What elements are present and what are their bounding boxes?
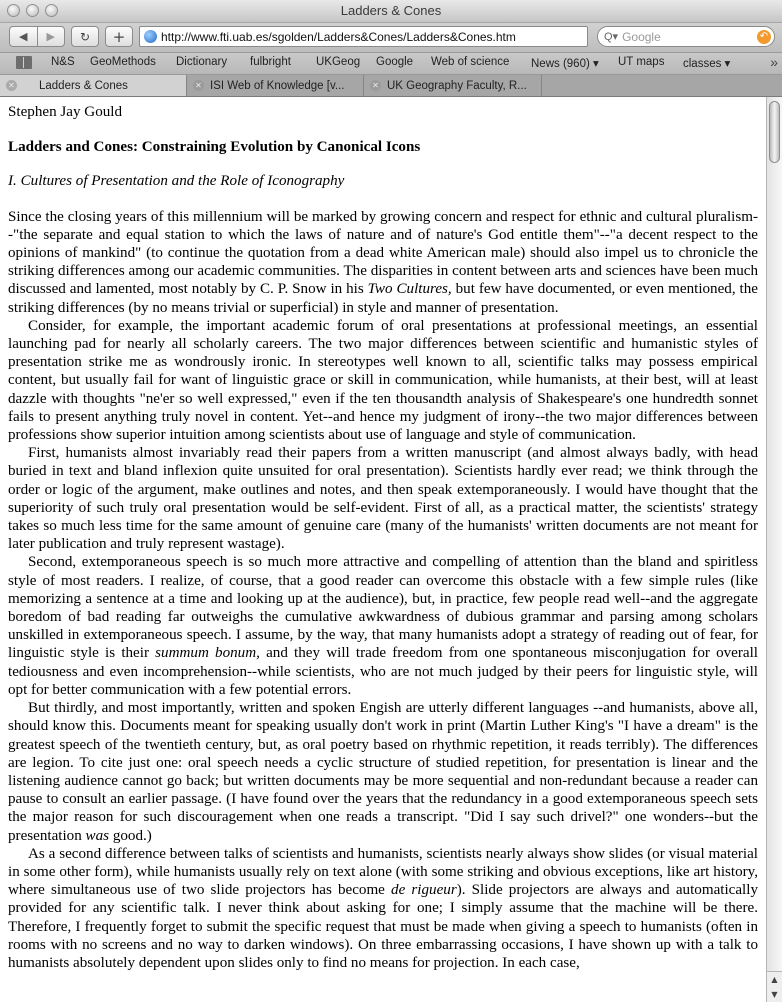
bookmark-classes-menu[interactable]: classes ▾	[683, 58, 731, 70]
tab-bar	[0, 75, 782, 97]
reload-icon: ↻	[79, 29, 91, 44]
back-arrow-icon: ◀	[19, 30, 28, 43]
reload-button[interactable]	[71, 26, 99, 47]
paragraph: Second, extemporaneous speech is so much more attractive and compelling of attention than the bland and spiritless style of most readers. I realize, of course, that a good reader can overcome this obstacle with a few simple rules (like memorizing a sentence at a time and looking up at the audience), but, in practice, few people read well--and the aggregate boredom of bad reading far outweighs the cumulative awkwardness of dubious grammar and parsing among scholars unskilled in extemporaneous speech. I assume, by the way, that many humanists adopt a strategy of reading out of fear, for linguistic style is their summum bonum, and they will trade freedom from one spontaneous misconjugation for overall tediousness and even incomprehension--while scientists, who are not much judged by their peers for linguistic style, will opt for better communication with a few potential errors.	[8, 554, 758, 698]
vertical-scrollbar[interactable]	[766, 97, 782, 1002]
globe-icon	[144, 30, 157, 43]
bookmark-ukgeog[interactable]: UKGeog	[316, 56, 361, 68]
bookmark-google[interactable]: Google	[376, 56, 414, 68]
bookmark-geomethods[interactable]: GeoMethods	[90, 56, 156, 68]
paragraph: First, humanists almost invariably read their papers from a written manuscript (and almost always badly, with head buried in text and bland inflexion quite unsuited for oral presentation). Scientists hardly ever read; we think through the order or logic of the argument, make outlines and notes, and then speak extemporaneously. I would have thought that the superiority of such truly oral presentation would be self-evident. First of all, as a practical matter, the scientists' strategy takes so much less time for the same amount of genuine care (many of the humanists' written documents are not meant for later publication and truly represent wastage).	[8, 445, 758, 553]
tab-uk-geography-faculty[interactable]	[364, 75, 542, 96]
scroll-down-icon[interactable]: ▼	[771, 990, 778, 999]
plus-icon: +	[112, 27, 126, 46]
search-placeholder: Google	[622, 29, 661, 44]
search-icon: Q▾	[604, 31, 619, 43]
bookmark-web-of-science[interactable]: Web of science	[431, 56, 510, 68]
tab-label: ISI Web of Knowledge [v...	[210, 79, 345, 92]
forward-arrow-icon: ▶	[46, 30, 55, 43]
article-title: Ladders and Cones: Constraining Evolution by Canonical Icons	[8, 139, 421, 156]
close-tab-icon[interactable]: ✕	[6, 80, 17, 91]
bookmark-news-menu[interactable]: News (960) ▾	[531, 58, 599, 70]
navigation-buttons	[9, 26, 65, 47]
scrollbar-thumb[interactable]	[769, 101, 780, 163]
paragraph: Since the closing years of this millennium will be marked by growing concern and respect for ethnic and cultural pluralism--"the separate and equal station to which the laws of nature and of nature's God entitle them"--"a decent respect to the opinions of mankind" (to continue the quotation from a dead white American male) should also impel us to chronicle the striking differences among our academic communities. The disparities in content between arts and sciences have been much discussed and lamented, most notably by C. P. Snow in his Two Cultures, but few have documented, or even mentioned, the striking differences (by no means trivial or superficial) in style and manner of presentation.	[8, 208, 758, 316]
address-bar[interactable]	[139, 26, 588, 47]
window-title: Ladders & Cones	[340, 3, 442, 18]
close-tab-icon[interactable]: ✕	[193, 80, 204, 91]
forward-button[interactable]	[37, 26, 66, 47]
close-tab-icon[interactable]: ✕	[370, 80, 381, 91]
tab-ladders-cones[interactable]	[0, 75, 187, 96]
tab-isi-web-of-knowledge[interactable]	[187, 75, 364, 96]
scroll-arrows	[767, 971, 782, 1002]
tab-label: UK Geography Faculty, R...	[387, 79, 527, 92]
section-heading: I. Cultures of Presentation and the Role of Iconography	[8, 173, 345, 190]
url-text[interactable]: http://www.fti.uab.es/sgolden/Ladders&Cones/Ladders&Cones.htm	[161, 29, 516, 44]
bookmark-ut-maps[interactable]: UT maps	[618, 56, 665, 68]
search-field[interactable]	[597, 26, 775, 47]
bookmarks-bar	[0, 53, 782, 75]
scroll-up-icon[interactable]: ▲	[771, 975, 778, 984]
browser-toolbar	[0, 23, 782, 53]
bookmark-dictionary[interactable]: Dictionary	[176, 56, 228, 68]
paragraph: As a second difference between talks of scientists and humanists, scientists nearly always show slides (or visual material in some other form), while humanists usually rely on text alone (with some striking and obvious exceptions, like art history, where simultaneous use of two slide projectors has become de rigueur). Slide projectors are always and automatically provided for any scientific talk. I never think about asking for one; I simply assume that the machine will be there. Therefore, I frequently forget to submit the specific request that must be made when giving a speech to humanists (often in rooms with no screens and no way to darken windows). On three embarrassing occasions, I have shown up with a talk to humanists absolutely dependent upon slides only to find no means for projection. In each case,	[8, 845, 758, 971]
tab-label: Ladders & Cones	[39, 79, 128, 92]
article-author: Stephen Jay Gould	[8, 104, 123, 120]
article	[0, 97, 766, 972]
snapback-icon[interactable]: ↶	[757, 30, 771, 44]
paragraph: But thirdly, and most importantly, written and spoken Engish are utterly different languages --and humanists, above all, should know this. Documents meant for speaking usually don't work in print (Martin Luther King's "I have a dream" is the greatest speech of the twentieth century, but, as oral poetry based on rhythmic repetition, it reads terribly). The differences are legion. To cite just one: oral speech needs a cyclic structure of studied repetition, for presentation is linear and the listening audience cannot go back; but written documents may be more sequential and non-redundant because a reader can pause to consult an earlier passage. (I have found over the years that the redundancy in a good extemporaneous speech sets the major reason for such discouragement when one reads a transcript. "Did I say such drivel?" one wonders--but the presentation was good.)	[8, 700, 758, 844]
window-titlebar	[0, 0, 782, 23]
back-button[interactable]	[9, 26, 37, 47]
page-content	[0, 97, 766, 1002]
paragraph: Consider, for example, the important academic forum of oral presentations at professional meetings, an essential launching pad for nearly all scholarly careers. The two major differences between scientific and humanistic styles of presentation strike me as wondrously ironic. In stereotypes well known to all, scientific talks may possess empirical content, but usually fail for want of linguistic grace or skill in communication, while humanists, at their best, will at least dazzle with thoughts "ne'er so well expressed," even if the ten thousandth analysis of Shakespeare's one hundredth sonnet fails to present anything truly novel in content. Yet--and hence my judgment of irony--the two major differences between professions show superior intuition among scientists about use of language and style of communication.	[8, 317, 758, 444]
bookmark-ns[interactable]: N&S	[51, 56, 75, 68]
more-bookmarks-icon[interactable]: »	[770, 54, 778, 70]
bookmarks-book-icon[interactable]	[16, 56, 32, 69]
add-bookmark-button[interactable]	[105, 26, 133, 47]
bookmark-fulbright[interactable]: fulbright	[250, 56, 291, 68]
